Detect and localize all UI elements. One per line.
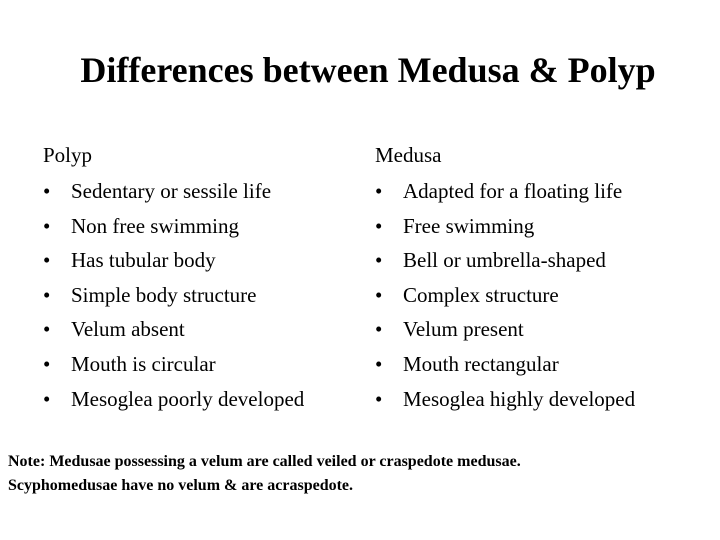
polyp-traits-list: [43, 174, 353, 416]
medusa-trait-text: Mesoglea highly developed: [403, 386, 636, 411]
footnote: [8, 450, 708, 498]
bullet-icon: •: [375, 213, 383, 238]
medusa-trait-item: [375, 174, 695, 209]
footnote-line: Scyphomedusae have no velum & are acraspedote.: [8, 477, 354, 494]
bullet-icon: •: [375, 282, 383, 307]
polyp-column-header: Polyp: [43, 143, 93, 167]
bullet-icon: •: [43, 351, 51, 376]
polyp-trait-text: Has tubular body: [71, 248, 216, 273]
polyp-trait-text: Non free swimming: [71, 213, 239, 238]
bullet-icon: •: [375, 351, 383, 376]
medusa-trait-text: Bell or umbrella-shaped: [403, 248, 606, 273]
polyp-trait-item: [43, 243, 353, 278]
medusa-trait-item: [375, 382, 695, 417]
polyp-trait-text: Simple body structure: [71, 282, 257, 307]
polyp-trait-item: [43, 278, 353, 313]
polyp-trait-item: [43, 312, 353, 347]
bullet-icon: •: [43, 317, 51, 342]
medusa-column: [375, 140, 695, 416]
medusa-trait-item: [375, 347, 695, 382]
medusa-trait-text: Adapted for a floating life: [403, 179, 623, 203]
footnote-line: Note: Medusae possessing a velum are called veiled or craspedote medusae.: [8, 453, 521, 470]
bullet-icon: •: [43, 248, 51, 273]
bullet-icon: •: [375, 386, 383, 411]
bullet-icon: •: [43, 282, 51, 307]
bullet-icon: •: [43, 179, 51, 203]
bullet-icon: •: [375, 317, 383, 342]
medusa-trait-text: Velum present: [403, 317, 524, 342]
medusa-trait-item: [375, 312, 695, 347]
polyp-trait-item: [43, 174, 353, 209]
polyp-column: [43, 140, 353, 416]
bullet-icon: •: [375, 248, 383, 273]
polyp-trait-item: [43, 382, 353, 417]
medusa-trait-text: Free swimming: [403, 213, 535, 238]
medusa-trait-item: [375, 209, 695, 244]
medusa-trait-text: Complex structure: [403, 282, 559, 307]
slide-title: Differences between Medusa & Polyp: [80, 50, 656, 90]
polyp-trait-text: Velum absent: [71, 317, 185, 342]
polyp-trait-item: [43, 347, 353, 382]
bullet-icon: •: [43, 386, 51, 411]
polyp-trait-text: Mesoglea poorly developed: [71, 386, 305, 411]
polyp-trait-text: Mouth is circular: [71, 351, 216, 376]
medusa-traits-list: [375, 174, 695, 416]
medusa-trait-item: [375, 243, 695, 278]
medusa-trait-text: Mouth rectangular: [403, 351, 559, 376]
polyp-trait-text: Sedentary or sessile life: [71, 179, 272, 203]
bullet-icon: •: [43, 213, 51, 238]
medusa-trait-item: [375, 278, 695, 313]
bullet-icon: •: [375, 179, 383, 203]
medusa-column-header: Medusa: [375, 143, 442, 167]
polyp-trait-item: [43, 209, 353, 244]
